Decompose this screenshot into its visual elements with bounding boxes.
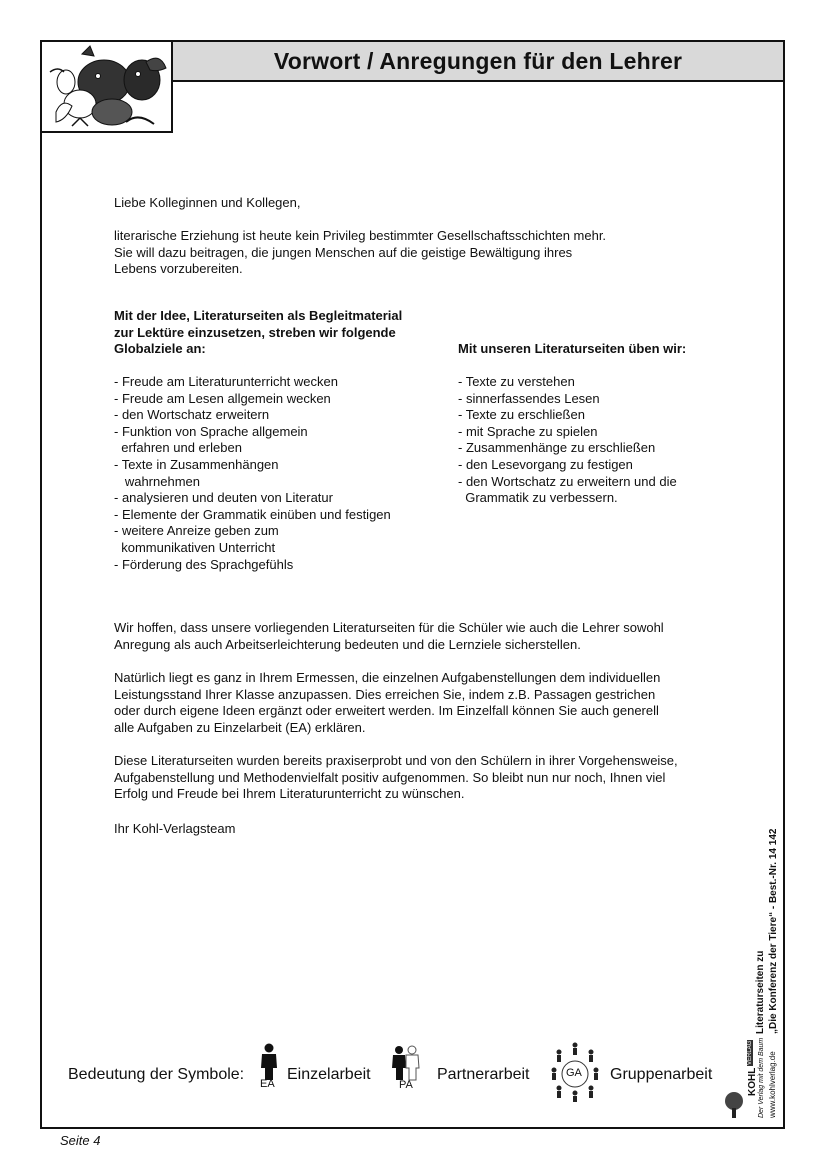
greeting: Liebe Kolleginnen und Kollegen,: [114, 195, 301, 210]
publisher-tag: VERLAG: [747, 1040, 753, 1065]
ga-tag: GA: [566, 1067, 582, 1079]
list-item: - Texte zu erschließen: [458, 407, 585, 423]
publisher-slogan: Der Verlag mit dem Baum: [758, 1037, 765, 1118]
pa-label: Partnerarbeit: [437, 1066, 530, 1083]
list-item: - den Lesevorgang zu festigen: [458, 456, 633, 472]
text-line: Aufgabenstellung und Methodenvielfalt positiv aufgenommen. So bleibt nun nur noch, Ihnen viel: [114, 769, 666, 785]
legend-label: Bedeutung der Symbole:: [68, 1066, 245, 1083]
goals-heading-line: Globalziele an:: [114, 341, 206, 357]
intro-line: Lebens vorzubereiten.: [114, 261, 243, 277]
single-person-icon: [256, 1042, 282, 1092]
group-icon: [550, 1040, 600, 1102]
partner-icon: [390, 1044, 420, 1094]
intro-paragraph: [114, 228, 606, 278]
paragraph-discretion: [114, 670, 660, 736]
list-item: - den Wortschatz erweitern: [114, 407, 270, 423]
pa-tag: PA: [399, 1079, 413, 1091]
list-item: - Texte zu verstehen: [458, 374, 575, 389]
list-item: kommunikativen Unterricht: [114, 539, 276, 555]
symbol-legend: [68, 1040, 728, 1100]
list-item: - Zusammenhänge zu erschließen: [458, 440, 656, 456]
animals-illustration: [40, 40, 173, 133]
text-line: Leistungsstand Ihrer Klasse anzupassen. Dies erreichen Sie, indem z.B. Passagen gestrichen: [114, 686, 656, 702]
goals-heading-line: Mit der Idee, Literaturseiten als Begleitmaterial: [114, 308, 403, 323]
text-line: Wir hoffen, dass unsere vorliegenden Literaturseiten für die Schüler wie auch die Lehrer sowohl: [114, 620, 664, 635]
goals-heading: [114, 308, 402, 358]
page-title: Vorwort / Anregungen für den Lehrer: [273, 47, 683, 74]
paragraph-tested: [114, 753, 678, 803]
ga-label: Gruppenarbeit: [610, 1066, 713, 1083]
text-line: Natürlich liegt es ganz in Ihrem Ermessen, die einzelnen Aufgabenstellungen dem individuellen: [114, 670, 661, 685]
list-item: - Elemente der Grammatik einüben und festigen: [114, 506, 391, 522]
practice-heading: Mit unseren Literaturseiten üben wir:: [458, 341, 687, 356]
list-item: - Förderung des Sprachgefühls: [114, 556, 294, 572]
title-bar: [171, 40, 785, 82]
list-item: - den Wortschatz zu erweitern und die: [458, 473, 677, 489]
series-title-line: „Die Konferenz der Tiere“ - Best.-Nr. 14 142: [768, 828, 779, 1034]
list-item: - analysieren und deuten von Literatur: [114, 490, 333, 506]
list-item: - sinnerfassendes Lesen: [458, 390, 600, 406]
goals-list: [114, 374, 391, 573]
list-item: Grammatik zu verbessern.: [458, 490, 618, 506]
text-line: oder durch eigene Ideen ergänzt oder erweitert werden. Im Einzelfall können Sie auch generell: [114, 703, 659, 719]
animals-drawing-icon: [42, 42, 171, 131]
publisher-sidebar: [738, 810, 782, 1120]
list-item: wahrnehmen: [114, 473, 200, 489]
text-line: Diese Literaturseiten wurden bereits praxiserprobt und von den Schülern in ihrer Vorgehensweise,: [114, 753, 678, 768]
list-item: - weitere Anreize geben zum: [114, 523, 279, 539]
ea-label: Einzelarbeit: [287, 1066, 371, 1083]
text-line: Erfolg und Freude bei Ihrem Literaturunterricht zu wünschen.: [114, 786, 465, 802]
ea-tag: EA: [260, 1078, 275, 1090]
website: www.kohlverlag.de: [768, 1051, 777, 1118]
tree-logo-icon: [722, 1090, 746, 1120]
page-number: Seite 4: [60, 1133, 101, 1148]
paragraph-hope: [114, 620, 664, 653]
signature: Ihr Kohl-Verlagsteam: [114, 821, 236, 836]
list-item: - Freude am Literaturunterricht wecken: [114, 374, 338, 389]
list-item: erfahren und erleben: [114, 440, 242, 456]
list-item: - Freude am Lesen allgemein wecken: [114, 390, 331, 406]
text-line: Anregung als auch Arbeitserleichterung bedeuten und die Lernziele sicherstellen.: [114, 636, 581, 652]
publisher-name: KOHL: [747, 1067, 758, 1096]
list-item: - Funktion von Sprache allgemein: [114, 423, 308, 439]
list-item: - Texte in Zusammenhängen: [114, 456, 279, 472]
list-item: - mit Sprache zu spielen: [458, 423, 598, 439]
series-line: Literaturseiten zu: [755, 950, 766, 1034]
text-line: alle Aufgaben zu Einzelarbeit (EA) erklären.: [114, 719, 366, 735]
intro-line: literarische Erziehung ist heute kein Privileg bestimmter Gesellschaftsschichten mehr.: [114, 228, 607, 243]
practice-list: [458, 374, 677, 507]
goals-heading-line: zur Lektüre einzusetzen, streben wir folgende: [114, 324, 396, 340]
intro-line: Sie will dazu beitragen, die jungen Menschen auf die geistige Bewältigung ihres: [114, 244, 573, 260]
